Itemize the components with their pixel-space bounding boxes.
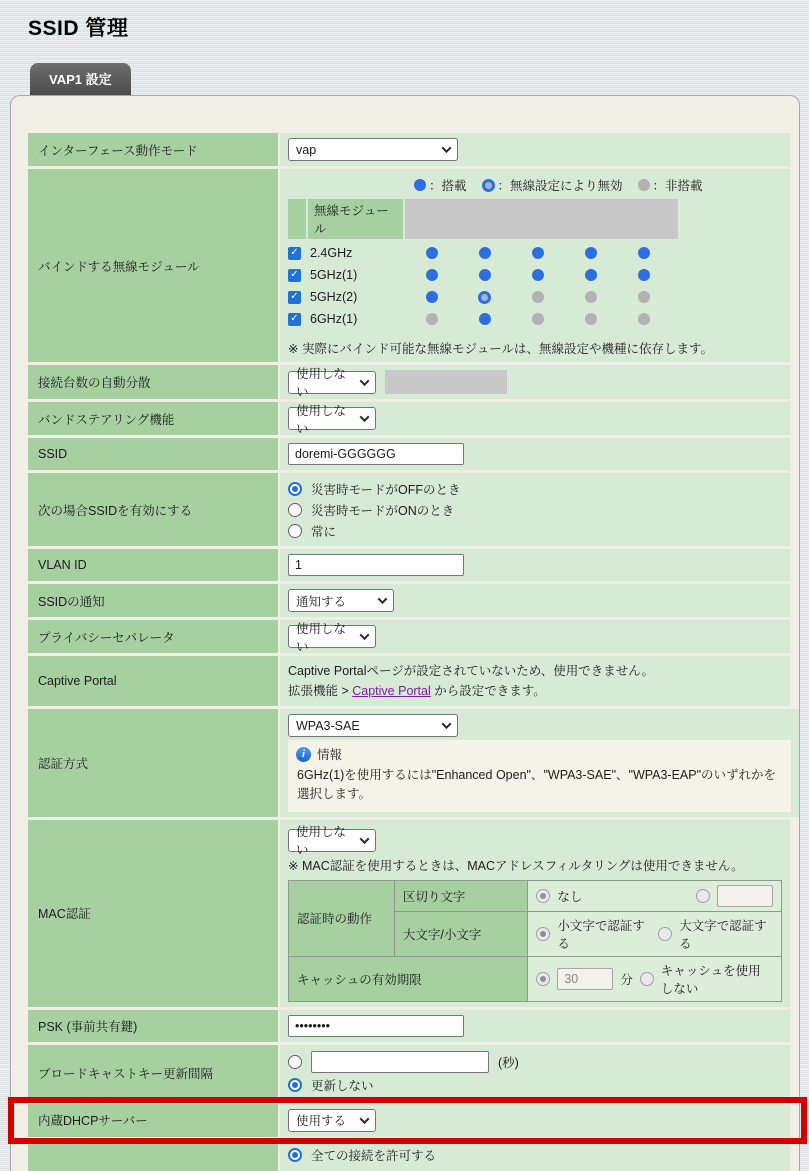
auth-info-box [288, 740, 791, 812]
interval-input[interactable] [311, 1051, 489, 1073]
chevron-down-icon [360, 376, 370, 386]
radio-icon[interactable] [288, 524, 302, 538]
row-ssid-notify [28, 584, 790, 617]
module-state-dot [426, 313, 438, 325]
chevron-down-icon [442, 719, 452, 729]
tab-vap1[interactable]: VAP1 設定 [30, 63, 131, 95]
module-row [288, 264, 782, 286]
bind-modules-note: ※ 実際にバインド可能な無線モジュールは、無線設定や機種に依存します。 [288, 342, 713, 356]
radio-icon-cache-on[interactable] [536, 972, 550, 986]
module-state-dot [638, 291, 650, 303]
band-steering-label: バンドステアリング機能 [28, 402, 278, 435]
module-state-dot [532, 247, 544, 259]
auto-distribution-label: 接続台数の自動分散 [28, 365, 278, 399]
radio-icon[interactable] [288, 503, 302, 517]
row-vlan [28, 549, 790, 581]
radio-icon-no-update[interactable] [288, 1078, 302, 1092]
module-state-dot [532, 291, 544, 303]
disabled-dot-icon [482, 179, 495, 192]
row-auto-distribution [28, 365, 790, 399]
module-name: 5GHz(2) [310, 290, 358, 304]
radio-icon-interval[interactable] [288, 1055, 302, 1069]
auth-method-select[interactable]: WPA3-SAE [288, 714, 458, 737]
mac-delimiter-header: 区切り文字 [394, 880, 528, 911]
broadcast-key-label: ブロードキャストキー更新間隔 [28, 1045, 278, 1101]
row-band-steering [28, 402, 790, 435]
module-state-dot [638, 247, 650, 259]
module-column-header: 無線モジュール [308, 199, 403, 239]
radio-icon[interactable] [288, 482, 302, 496]
row-psk [28, 1010, 790, 1042]
module-state-dot [479, 313, 491, 325]
psk-label: PSK (事前共有鍵) [28, 1010, 278, 1042]
module-state-dot [426, 291, 438, 303]
row-mac-auth [28, 820, 790, 1007]
allow-all-option[interactable]: 全ての接続を許可する [288, 1145, 782, 1166]
chevron-down-icon [360, 1114, 370, 1124]
psk-input[interactable]: •••••••• [288, 1015, 464, 1037]
auth-method-label: 認証方式 [28, 709, 278, 817]
module-state-dot [479, 269, 491, 281]
module-state-dot [532, 313, 544, 325]
info-title: 情報 [317, 748, 343, 762]
dhcp-server-select[interactable]: 使用する [288, 1109, 376, 1132]
settings-panel [10, 95, 800, 1171]
module-state-dot [585, 247, 597, 259]
mac-auth-table: 認証時の動作 区切り文字 なし 大文字/小文字 小文字で認証する 大文字で認証する キャッシュの有効期限 30 分 キャッシュを使用しない [288, 880, 782, 1002]
module-state-dot [638, 313, 650, 325]
module-state-dot [478, 291, 491, 304]
ssid-enable-option[interactable]: 災害時モードがONのとき [288, 499, 782, 520]
captive-portal-message: Captive Portalページが設定されていないため、使用できません。 [288, 664, 655, 678]
connection-permit-label [28, 1140, 278, 1171]
row-bind-modules [28, 169, 790, 362]
row-privacy-separator [28, 620, 790, 653]
module-checkbox[interactable]: ✓ [288, 247, 301, 260]
chevron-down-icon [360, 412, 370, 422]
module-checkbox[interactable]: ✓ [288, 313, 301, 326]
radio-icon[interactable] [288, 1148, 302, 1162]
module-name: 5GHz(1) [310, 268, 358, 282]
page-title: SSID 管理 [28, 17, 129, 40]
vlan-input[interactable]: 1 [288, 554, 464, 576]
module-state-dot [585, 269, 597, 281]
ssid-enable-option[interactable]: 常に [288, 520, 782, 541]
row-dhcp-server [28, 1104, 790, 1137]
ssid-notify-label: SSIDの通知 [28, 584, 278, 617]
privacy-separator-label: プライバシーセパレータ [28, 620, 278, 653]
ssid-notify-select[interactable]: 通知する [288, 589, 394, 612]
mac-auth-select[interactable]: 使用しない [288, 829, 376, 852]
interface-mode-value: vap [296, 142, 317, 157]
delimiter-input[interactable] [717, 885, 773, 907]
module-row [288, 286, 782, 308]
chevron-down-icon [378, 594, 388, 604]
module-state-legend: ：搭載 ：無線設定により無効 ：非搭載 [414, 176, 782, 194]
captive-portal-label: Captive Portal [28, 656, 278, 706]
row-ssid-enable [28, 473, 790, 546]
interval-unit: (秒) [498, 1055, 519, 1070]
radio-icon-case-upper[interactable] [658, 927, 672, 941]
mac-auth-note: ※ MAC認証を使用するときは、MACアドレスフィルタリングは使用できません。 [288, 858, 744, 873]
module-checkbox[interactable]: ✓ [288, 269, 301, 282]
radio-icon-delimiter-custom[interactable] [696, 889, 710, 903]
auto-distribution-disabled-field [385, 370, 507, 394]
vlan-label: VLAN ID [28, 549, 278, 581]
row-connection-permit [28, 1140, 790, 1171]
privacy-separator-select[interactable]: 使用しない [288, 625, 376, 648]
row-captive-portal [28, 656, 790, 706]
info-text: 6GHz(1)を使用するには"Enhanced Open"、"WPA3-SAE"、"WPA3-EAP"のいずれかを選択します。 [297, 768, 777, 801]
chevron-down-icon [360, 630, 370, 640]
row-ssid [28, 438, 790, 470]
interface-mode-select[interactable] [288, 138, 458, 161]
radio-icon-delimiter-none[interactable] [536, 889, 550, 903]
mac-cache-header: キャッシュの有効期限 [289, 956, 528, 1001]
module-name: 2.4GHz [310, 246, 353, 260]
ssid-input[interactable]: doremi-GGGGGG [288, 443, 464, 465]
checkbox-column-header [288, 199, 306, 239]
module-state-dot [585, 291, 597, 303]
captive-portal-link[interactable]: Captive Portal [352, 684, 431, 698]
mounted-dot-icon [414, 179, 426, 191]
row-broadcast-key: ブロードキャストキー更新間隔 (秒) 更新しない [28, 1045, 790, 1101]
chevron-down-icon [442, 143, 452, 153]
dhcp-server-label: 内蔵DHCPサーバー [28, 1104, 278, 1137]
module-state-dot [585, 313, 597, 325]
interface-mode-label: インターフェース動作モード [28, 133, 278, 166]
module-name: 6GHz(1) [310, 312, 358, 326]
auto-distribution-select[interactable]: 使用しない [288, 371, 376, 394]
mac-case-header: 大文字/小文字 [394, 911, 528, 956]
captive-portal-hint: 拡張機能 > Captive Portal から設定できます。 [288, 684, 546, 698]
module-table-body [288, 242, 782, 330]
info-icon: i [296, 747, 311, 762]
device-column-header-bar [405, 199, 678, 239]
module-checkbox[interactable]: ✓ [288, 291, 301, 304]
cache-minutes-input[interactable]: 30 [557, 968, 613, 990]
ssid-label: SSID [28, 438, 278, 470]
module-state-dot [532, 269, 544, 281]
row-interface-mode [28, 133, 790, 166]
row-auth-method [28, 709, 790, 817]
radio-icon-cache-off[interactable] [640, 972, 654, 986]
band-steering-select[interactable]: 使用しない [288, 407, 376, 430]
bind-modules-label: バインドする無線モジュール [28, 169, 278, 362]
chevron-down-icon [360, 834, 370, 844]
module-table-header [288, 199, 782, 239]
module-state-dot [638, 269, 650, 281]
ssid-enable-option[interactable]: 災害時モードがOFFのとき [288, 478, 782, 499]
module-state-dot [426, 247, 438, 259]
module-row [288, 242, 782, 264]
not-mounted-dot-icon [638, 179, 650, 191]
module-state-dot [426, 269, 438, 281]
mac-auth-label: MAC認証 [28, 820, 278, 1007]
ssid-enable-label: 次の場合SSIDを有効にする [28, 473, 278, 546]
radio-icon-case-lower[interactable] [536, 927, 550, 941]
module-state-dot [479, 247, 491, 259]
module-row [288, 308, 782, 330]
mac-behavior-header: 認証時の動作 [289, 880, 395, 956]
